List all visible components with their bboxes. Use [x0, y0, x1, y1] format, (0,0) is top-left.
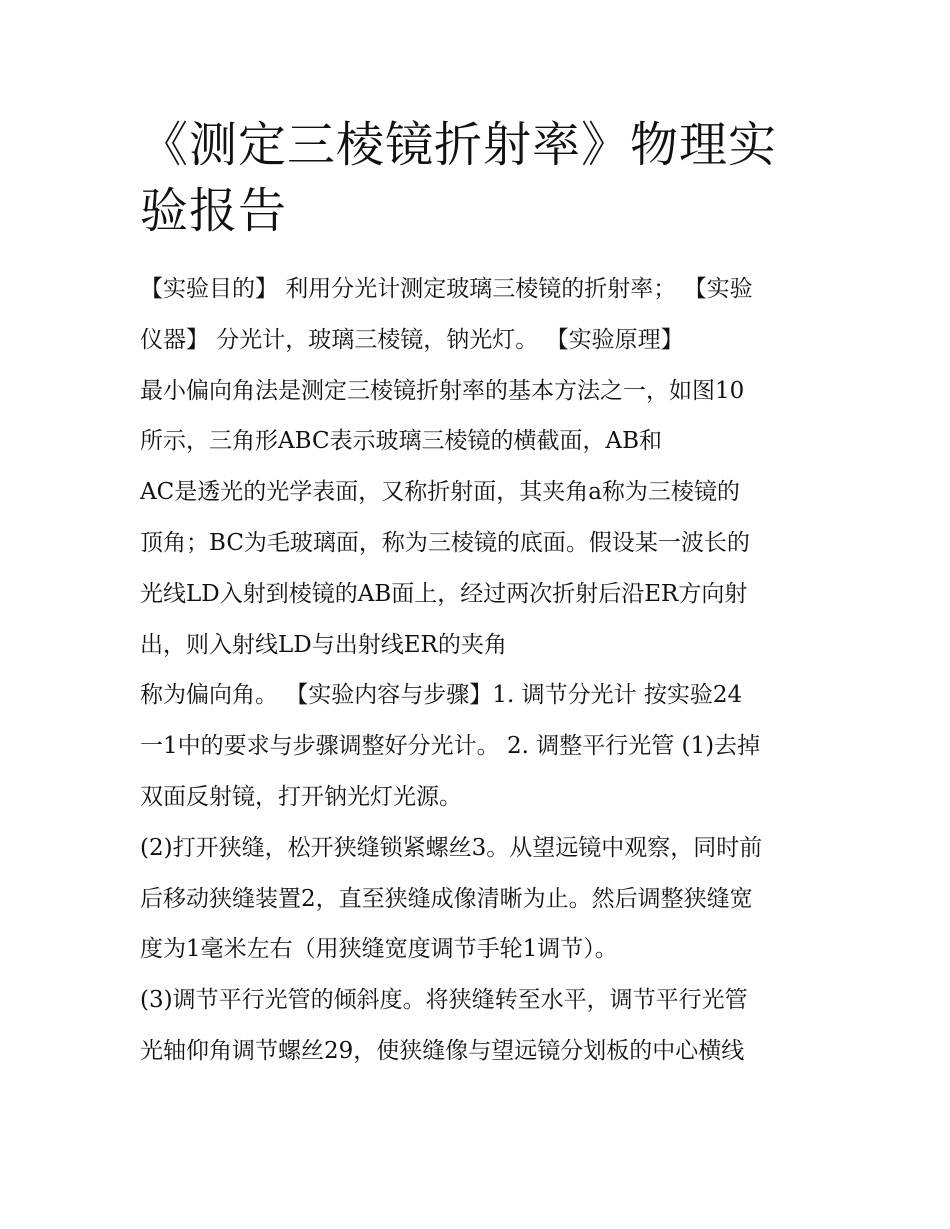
text-line: (2)打开狭缝，松开狭缝锁紧螺丝3。从望远镜中观察，同时前: [140, 834, 763, 861]
text-line: 最小偏向角法是测定三棱镜折射率的基本方法之一，如图10: [140, 377, 745, 404]
text-line: AC是透光的光学表面，又称折射面，其夹角a称为三棱镜的: [140, 479, 740, 506]
text-line: 一1中的要求与步骤调整好分光计。 2. 调整平行光管 (1)去掉: [140, 733, 761, 760]
text-line: 称为偏向角。 【实验内容与步骤】1. 调节分光计 按实验24: [140, 682, 743, 709]
text-line: 【实验目的】 利用分光计测定玻璃三棱镜的折射率； 【实验: [140, 276, 753, 302]
document-body: [140, 264, 820, 1077]
text-line: 出，则入射线LD与出射线ER的夹角: [140, 631, 507, 658]
text-line: 所示，三角形ABC表示玻璃三棱镜的横截面，AB和: [140, 428, 663, 455]
text-line: 双面反射镜，打开钠光灯光源。: [140, 783, 462, 810]
text-line: 后移动狭缝装置2，直至狭缝成像清晰为止。然后调整狭缝宽: [140, 885, 753, 912]
text-line: (3)调节平行光管的倾斜度。将狭缝转至水平，调节平行光管: [140, 987, 748, 1014]
document-title: 《测定三棱镜折射率》物理实验报告: [140, 117, 778, 239]
text-line: 光轴仰角调节螺丝29，使狭缝像与望远镜分划板的中心横线: [140, 1037, 745, 1064]
text-line: 光线LD入射到棱镜的AB面上，经过两次折射后沿ER方向射: [140, 580, 748, 607]
text-line: 仪器】 分光计，玻璃三棱镜，钠光灯。 【实验原理】: [140, 326, 684, 353]
text-line: 顶角；BC为毛玻璃面，称为三棱镜的底面。假设某一波长的: [140, 529, 750, 556]
document-content: [140, 112, 820, 1077]
text-line: 度为1毫米左右（用狭缝宽度调节手轮1调节）。: [140, 936, 618, 963]
